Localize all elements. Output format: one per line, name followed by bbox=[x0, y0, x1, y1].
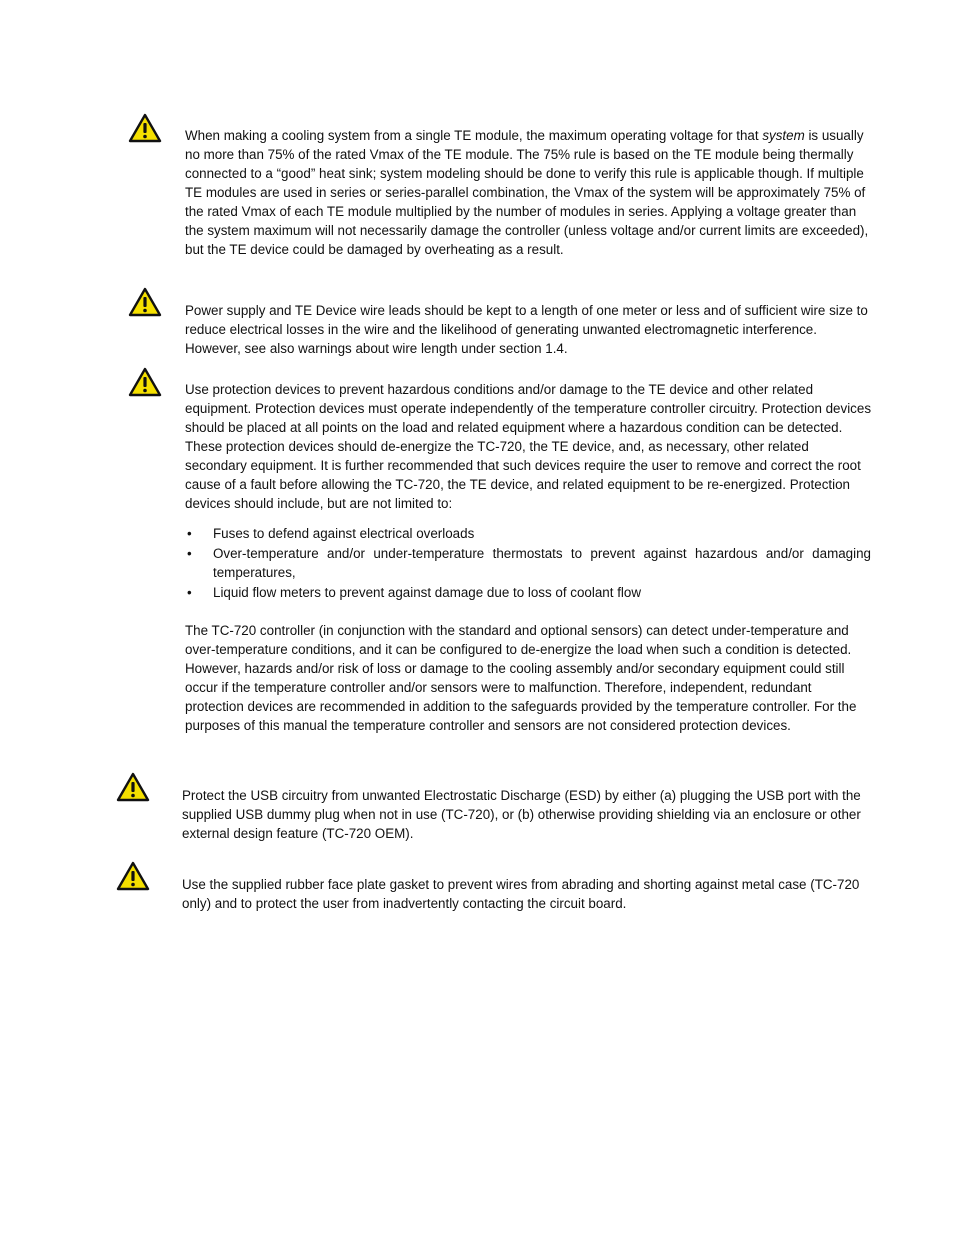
warning-face-plate-gasket bbox=[182, 875, 872, 913]
warning-triangle-icon bbox=[116, 861, 150, 891]
controller-note bbox=[185, 621, 871, 735]
warning-text: Protect the USB circuitry from unwanted Electrostatic Discharge (ESD) by either (a) plugging the USB port with the supplied USB dummy plug when not in use (TC-720), or (b) otherwise providing shielding via an enclosure or other external design feature (TC-720 OEM). bbox=[182, 788, 861, 841]
warning-wire-leads bbox=[185, 301, 871, 358]
warning-protection-devices bbox=[185, 380, 871, 513]
warning-single-module-voltage bbox=[185, 126, 871, 259]
emphasis-system: system bbox=[762, 128, 805, 143]
warning-triangle-icon bbox=[128, 367, 162, 397]
warning-triangle-icon bbox=[128, 113, 162, 143]
bullet-icon: • bbox=[187, 546, 192, 561]
warning-text: When making a cooling system from a single TE module, the maximum operating voltage for that bbox=[185, 128, 763, 143]
note-text: The TC-720 controller (in conjunction with the standard and optional sensors) can detect under-temperature and over-temperature conditions, and it can be configured to de-energize the load when such a condition is detected. However, hazards and/or risk of loss or damage to the cooling assembly and/or secondary equipment could still occur if the temperature controller and/or sensors were to malfunction. Therefore, independent, redundant protection devices are recommended in addition to the safeguards provided by the temperature controller. For the purposes of this manual the temperature controller and sensors are not considered protection devices. bbox=[185, 623, 857, 733]
warning-triangle-icon bbox=[128, 287, 162, 317]
warning-usb-esd bbox=[182, 786, 872, 843]
warning-text: is usually no more than 75% of the rated Vmax of the TE module. The 75% rule is based on the TE module being thermally connected to a “good” heat sink; system modeling should be done to verify this rule is applicable though. If multiple TE modules are used in series or series-parallel combination, the Vmax of the system will be approximately 75% of the rated Vmax of each TE module multiplied by the number of modules in series. Applying a voltage greater than the system maximum will not necessarily damage the controller (unless voltage and/or current limits are exceeded), but the TE device could be damaged by overheating as a result. bbox=[185, 128, 869, 257]
bullet-icon: • bbox=[187, 526, 192, 541]
list-item: • Fuses to defend against electrical overloads bbox=[187, 526, 475, 541]
list-item: • Liquid flow meters to prevent against damage due to loss of coolant flow bbox=[187, 585, 642, 600]
list-item: • Over-temperature and/or under-temperature thermostats to prevent against hazardous and/or damaging temperatures, bbox=[187, 546, 871, 580]
bullet-icon: • bbox=[187, 585, 192, 600]
warning-text: Use protection devices to prevent hazardous conditions and/or damage to the TE device and other related equipment. Protection devices must operate independently of the temperature controller circuitry. Protection devices should be placed at all points on the load and related equipment where a hazardous condition can be detected. These protection devices should de-energize the TC-720, the TE device, and, as necessary, other related secondary equipment. It is further recommended that such devices require the user to remove and correct the root cause of a fault before allowing the TC-720, the TE device, and related equipment to be re-energized. Protection devices should include, but are not limited to: bbox=[185, 382, 872, 511]
warning-triangle-icon bbox=[116, 772, 150, 802]
protection-device-list bbox=[185, 524, 871, 603]
warning-text: Power supply and TE Device wire leads should be kept to a length of one meter or less and of sufficient wire size to reduce electrical losses in the wire and the likelihood of generating unwanted electromagnetic interference. However, see also warnings about wire length under section 1.4. bbox=[185, 303, 868, 356]
warning-text: Use the supplied rubber face plate gasket to prevent wires from abrading and shorting against metal case (TC-720 only) and to protect the user from inadvertently contacting the circuit board. bbox=[182, 877, 860, 911]
